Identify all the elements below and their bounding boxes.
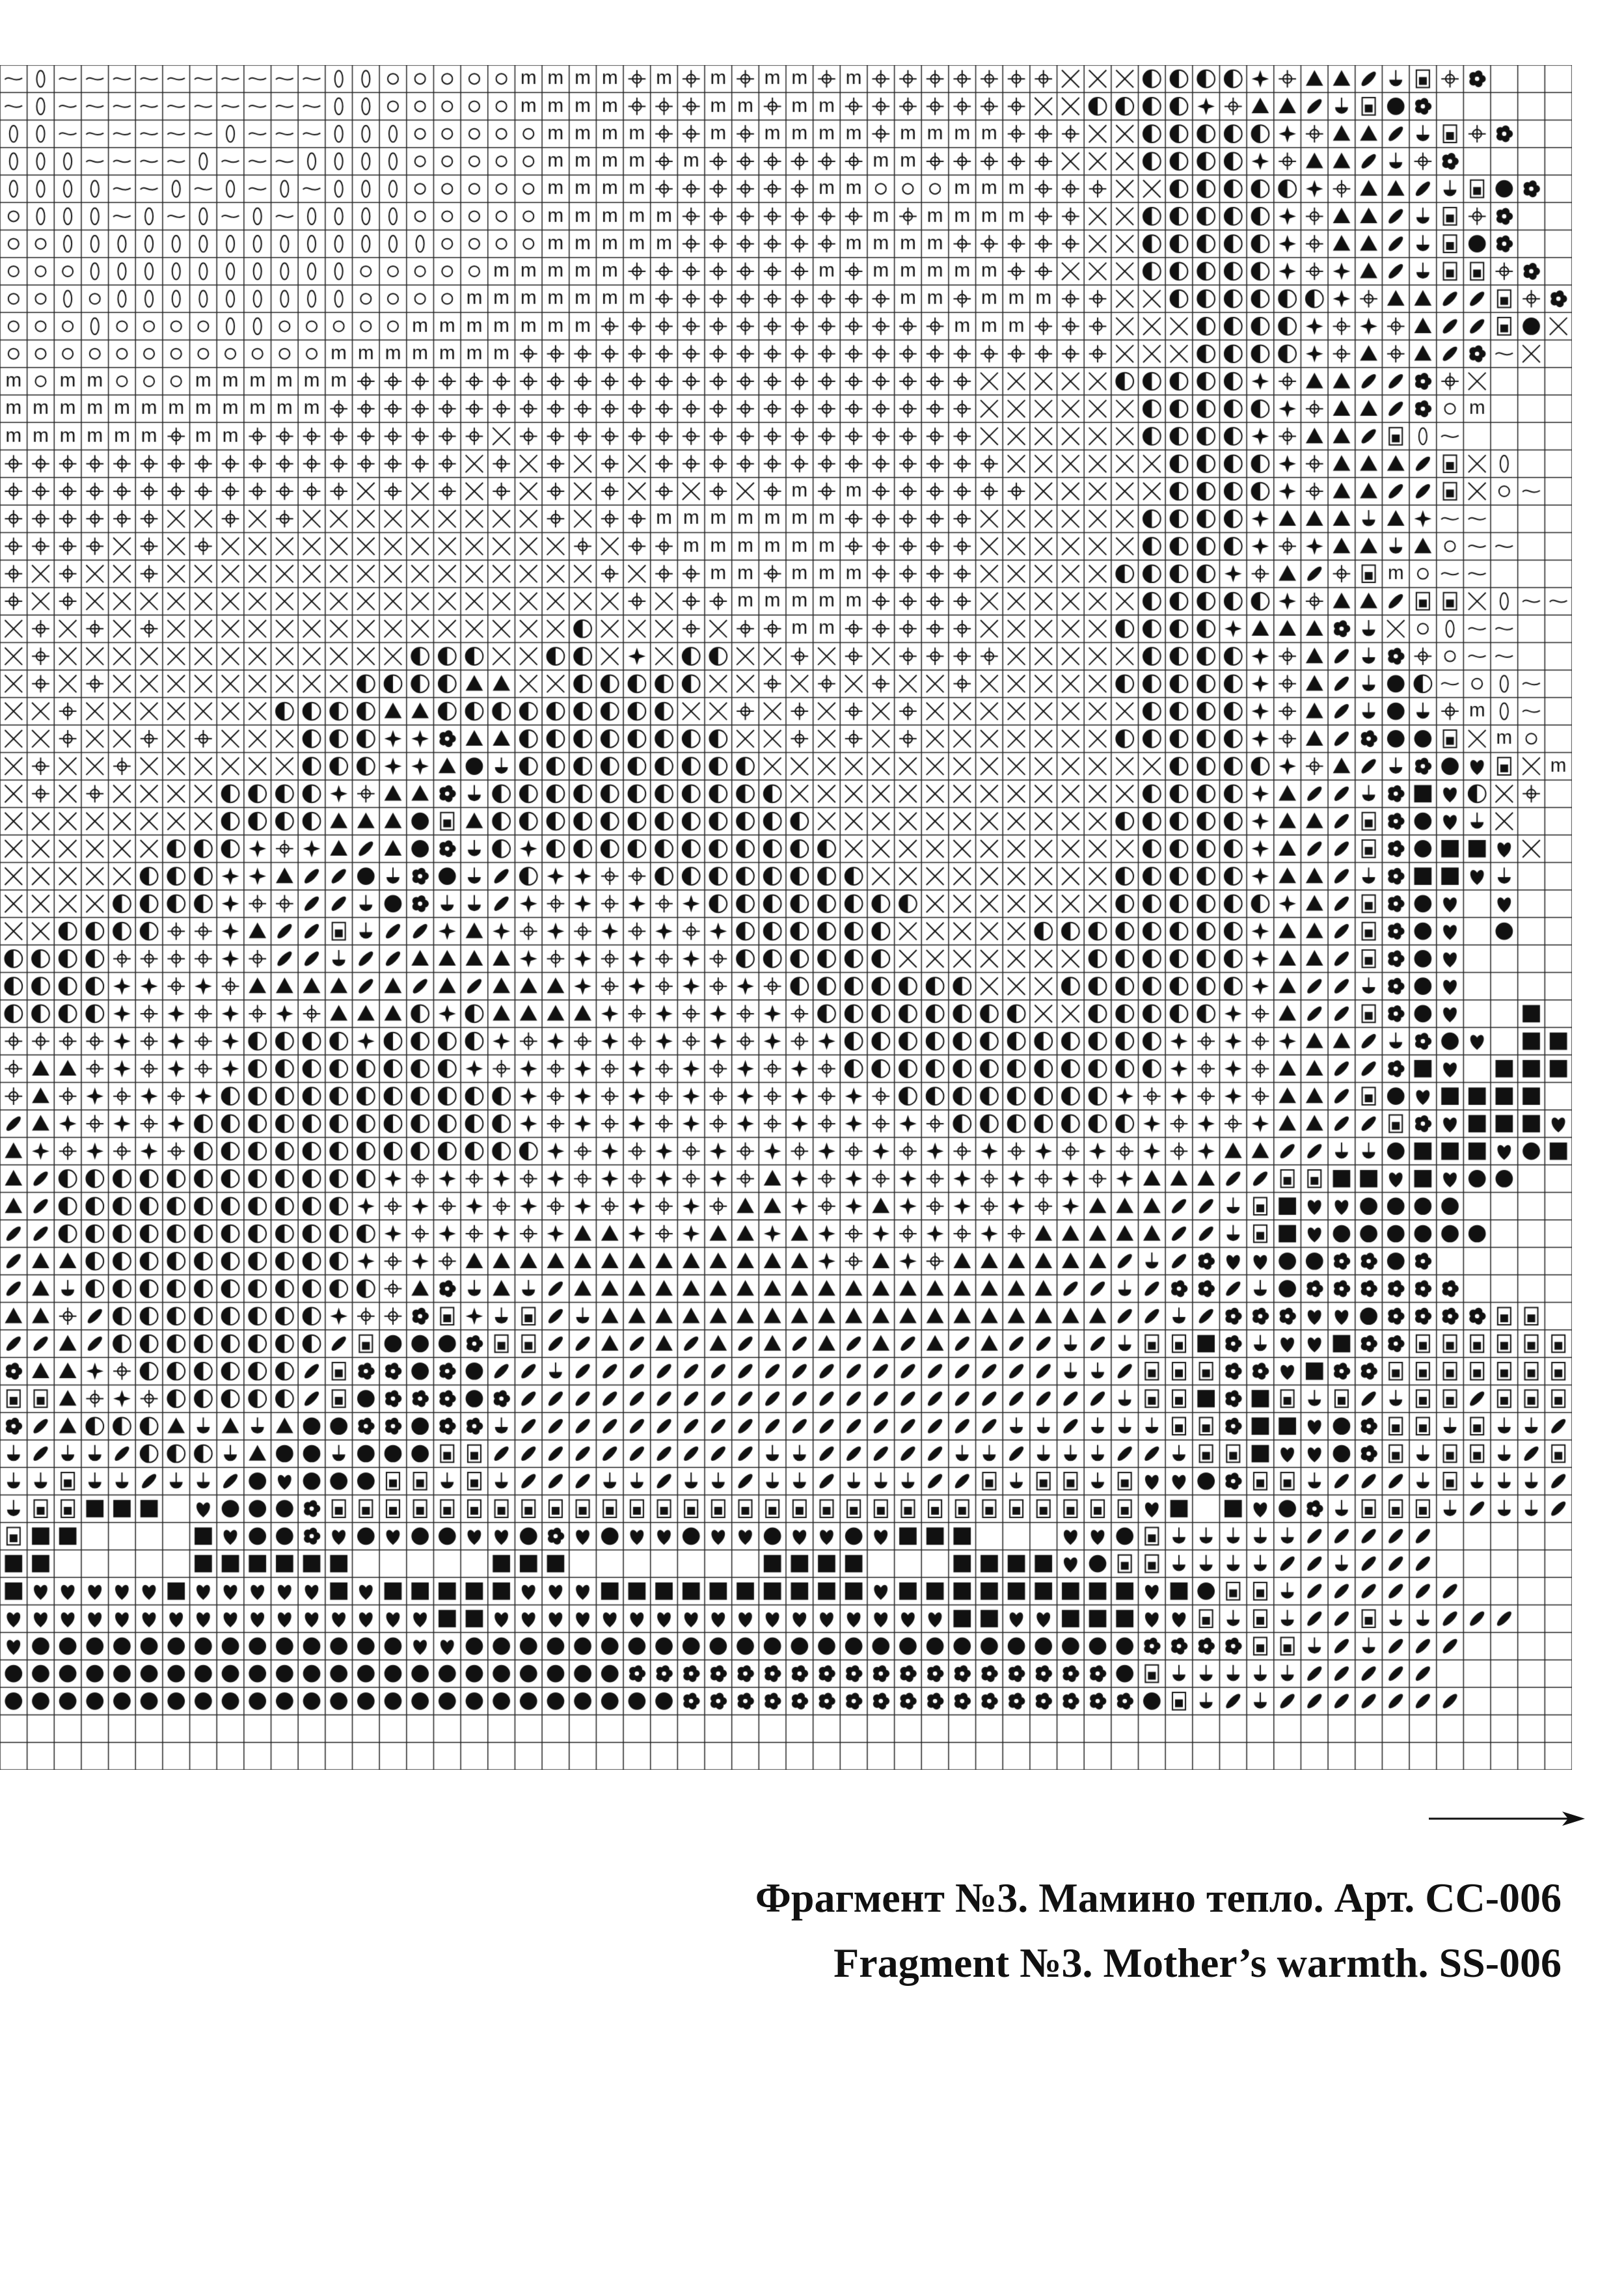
caption-russian: Фрагмент №3. Мамино тепло. Арт. СС-006 (755, 1875, 1562, 1921)
right-arrow-icon (1429, 1809, 1585, 1828)
caption-english: Fragment №3. Mother’s warmth. SS-006 (833, 1940, 1562, 1986)
cross-stitch-chart (0, 65, 1572, 1770)
